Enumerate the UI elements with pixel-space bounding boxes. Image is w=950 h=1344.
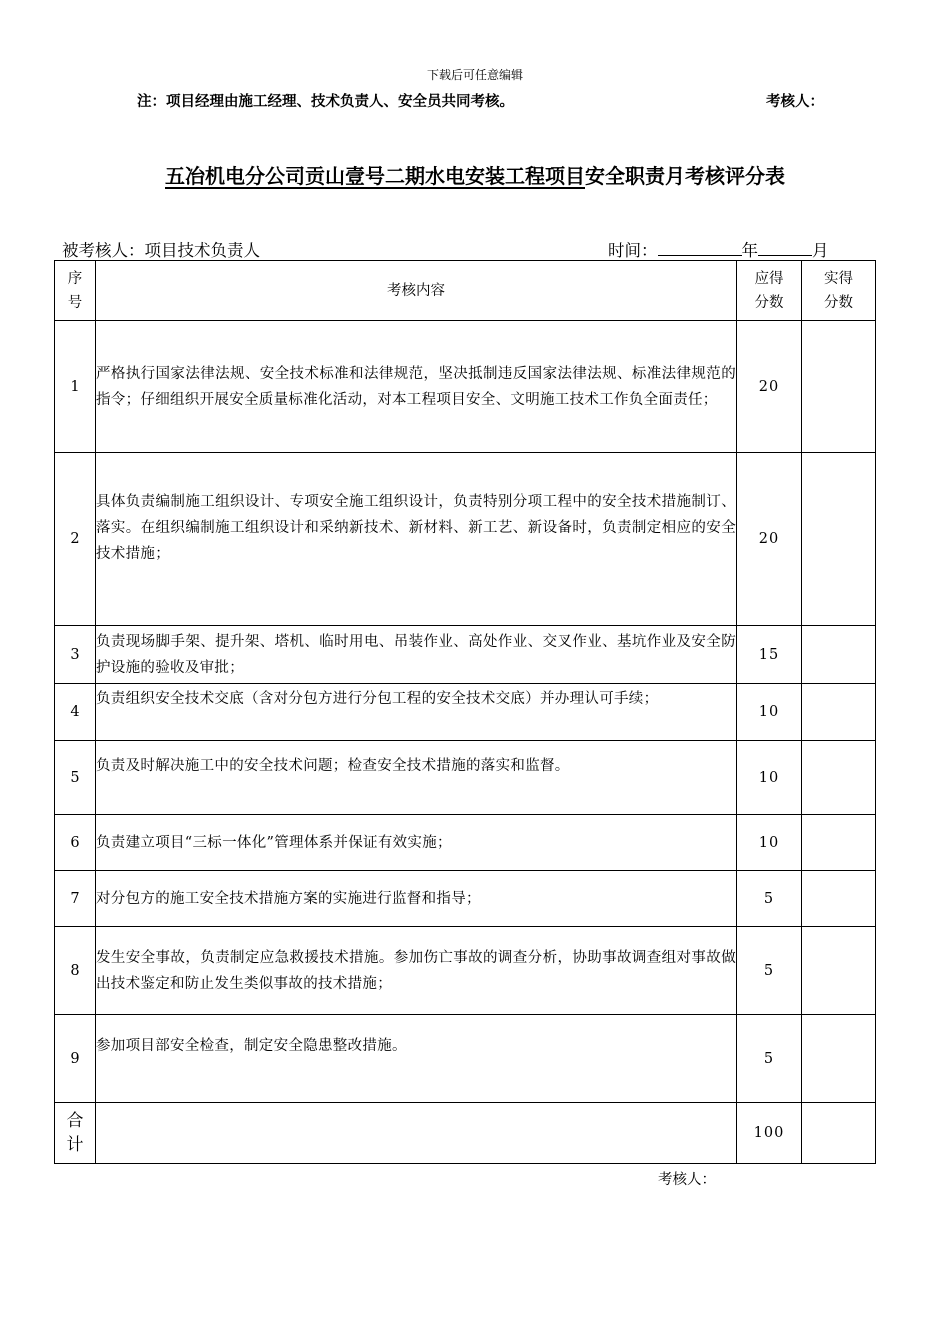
row-index: 3 xyxy=(55,626,96,684)
row-index: 6 xyxy=(55,815,96,871)
row-actual-score[interactable] xyxy=(802,871,876,927)
time-label: 时间： xyxy=(608,241,658,260)
row-actual-score[interactable] xyxy=(802,741,876,815)
row-content: 具体负责编制施工组织设计、专项安全施工组织设计，负责特别分项工程中的安全技术措施制订、落实。在组织编制施工组织设计和采纳新技术、新材料、新工艺、新设备时，负责制定相应的安全技术措施； xyxy=(96,453,737,626)
row-score: 5 xyxy=(737,1015,802,1103)
reviewer-label-top: 考核人： xyxy=(766,93,824,110)
table-row xyxy=(55,453,876,626)
reviewer-label-bottom: 考核人： xyxy=(658,1172,716,1188)
row-score: 20 xyxy=(737,321,802,453)
page-title xyxy=(0,160,950,189)
row-index: 8 xyxy=(55,927,96,1015)
row-content: 负责建立项目“三标一体化”管理体系并保证有效实施； xyxy=(96,815,737,871)
row-content: 负责现场脚手架、提升架、塔机、临时用电、吊装作业、高处作业、交叉作业、基坑作业及安全防护设施的验收及审批； xyxy=(96,626,737,684)
header-actual: 实得 分数 xyxy=(802,261,876,321)
row-actual-score[interactable] xyxy=(802,927,876,1015)
header-score: 应得 分数 xyxy=(737,261,802,321)
title-rest-part: 安全职责月考核评分表 xyxy=(585,164,785,188)
assessment-table xyxy=(54,260,876,1164)
row-content: 发生安全事故，负责制定应急救援技术措施。参加伤亡事故的调查分析，协助事故调查组对事故做出技术鉴定和防止发生类似事故的技术措施； xyxy=(96,927,737,1015)
year-blank[interactable] xyxy=(658,239,742,257)
row-content: 负责组织安全技术交底（含对分包方进行分包工程的安全技术交底）并办理认可手续； xyxy=(96,684,737,741)
table-row xyxy=(55,927,876,1015)
year-label: 年 xyxy=(741,241,758,260)
row-actual-score[interactable] xyxy=(802,321,876,453)
title-underlined-part: 五冶机电分公司贡山壹号二期水电安装工程项目 xyxy=(165,164,585,188)
table-total-row xyxy=(55,1103,876,1164)
row-actual-score[interactable] xyxy=(802,1015,876,1103)
download-note: 下载后可任意编辑 xyxy=(426,68,523,82)
month-blank[interactable] xyxy=(758,239,812,257)
row-content: 参加项目部安全检查，制定安全隐患整改措施。 xyxy=(96,1015,737,1103)
row-index: 2 xyxy=(55,453,96,626)
row-content: 对分包方的施工安全技术措施方案的实施进行监督和指导； xyxy=(96,871,737,927)
row-index: 4 xyxy=(55,684,96,741)
row-index: 7 xyxy=(55,871,96,927)
table-row xyxy=(55,626,876,684)
table-row xyxy=(55,871,876,927)
table-row xyxy=(55,815,876,871)
table-header-row xyxy=(55,261,876,321)
row-content: 严格执行国家法律法规、安全技术标准和法律规范，坚决抵制违反国家法律法规、标准法律规范的指令；仔细组织开展安全质量标准化活动，对本工程项目安全、文明施工技术工作负全面责任； xyxy=(96,321,737,453)
row-content: 负责及时解决施工中的安全技术问题；检查安全技术措施的落实和监督。 xyxy=(96,741,737,815)
row-score: 10 xyxy=(737,684,802,741)
row-score: 5 xyxy=(737,927,802,1015)
total-actual-score[interactable] xyxy=(802,1103,876,1164)
row-actual-score[interactable] xyxy=(802,815,876,871)
row-index: 1 xyxy=(55,321,96,453)
subject-label: 被考核人：项目技术负责人 xyxy=(62,241,260,260)
row-score: 20 xyxy=(737,453,802,626)
row-actual-score[interactable] xyxy=(802,684,876,741)
time-field xyxy=(608,237,829,261)
row-actual-score[interactable] xyxy=(802,626,876,684)
note-text: 注：项目经理由施工经理、技术负责人、安全员共同考核。 xyxy=(137,93,514,110)
total-content xyxy=(96,1103,737,1164)
table-row xyxy=(55,1015,876,1103)
row-score: 5 xyxy=(737,871,802,927)
row-index: 5 xyxy=(55,741,96,815)
total-label: 合 计 xyxy=(55,1103,96,1164)
row-score: 15 xyxy=(737,626,802,684)
total-score: 100 xyxy=(737,1103,802,1164)
row-actual-score[interactable] xyxy=(802,453,876,626)
header-index: 序 号 xyxy=(55,261,96,321)
table-row xyxy=(55,741,876,815)
table-row xyxy=(55,321,876,453)
header-content: 考核内容 xyxy=(96,261,737,321)
row-score: 10 xyxy=(737,815,802,871)
table-row xyxy=(55,684,876,741)
row-index: 9 xyxy=(55,1015,96,1103)
month-label: 月 xyxy=(812,241,829,260)
row-score: 10 xyxy=(737,741,802,815)
